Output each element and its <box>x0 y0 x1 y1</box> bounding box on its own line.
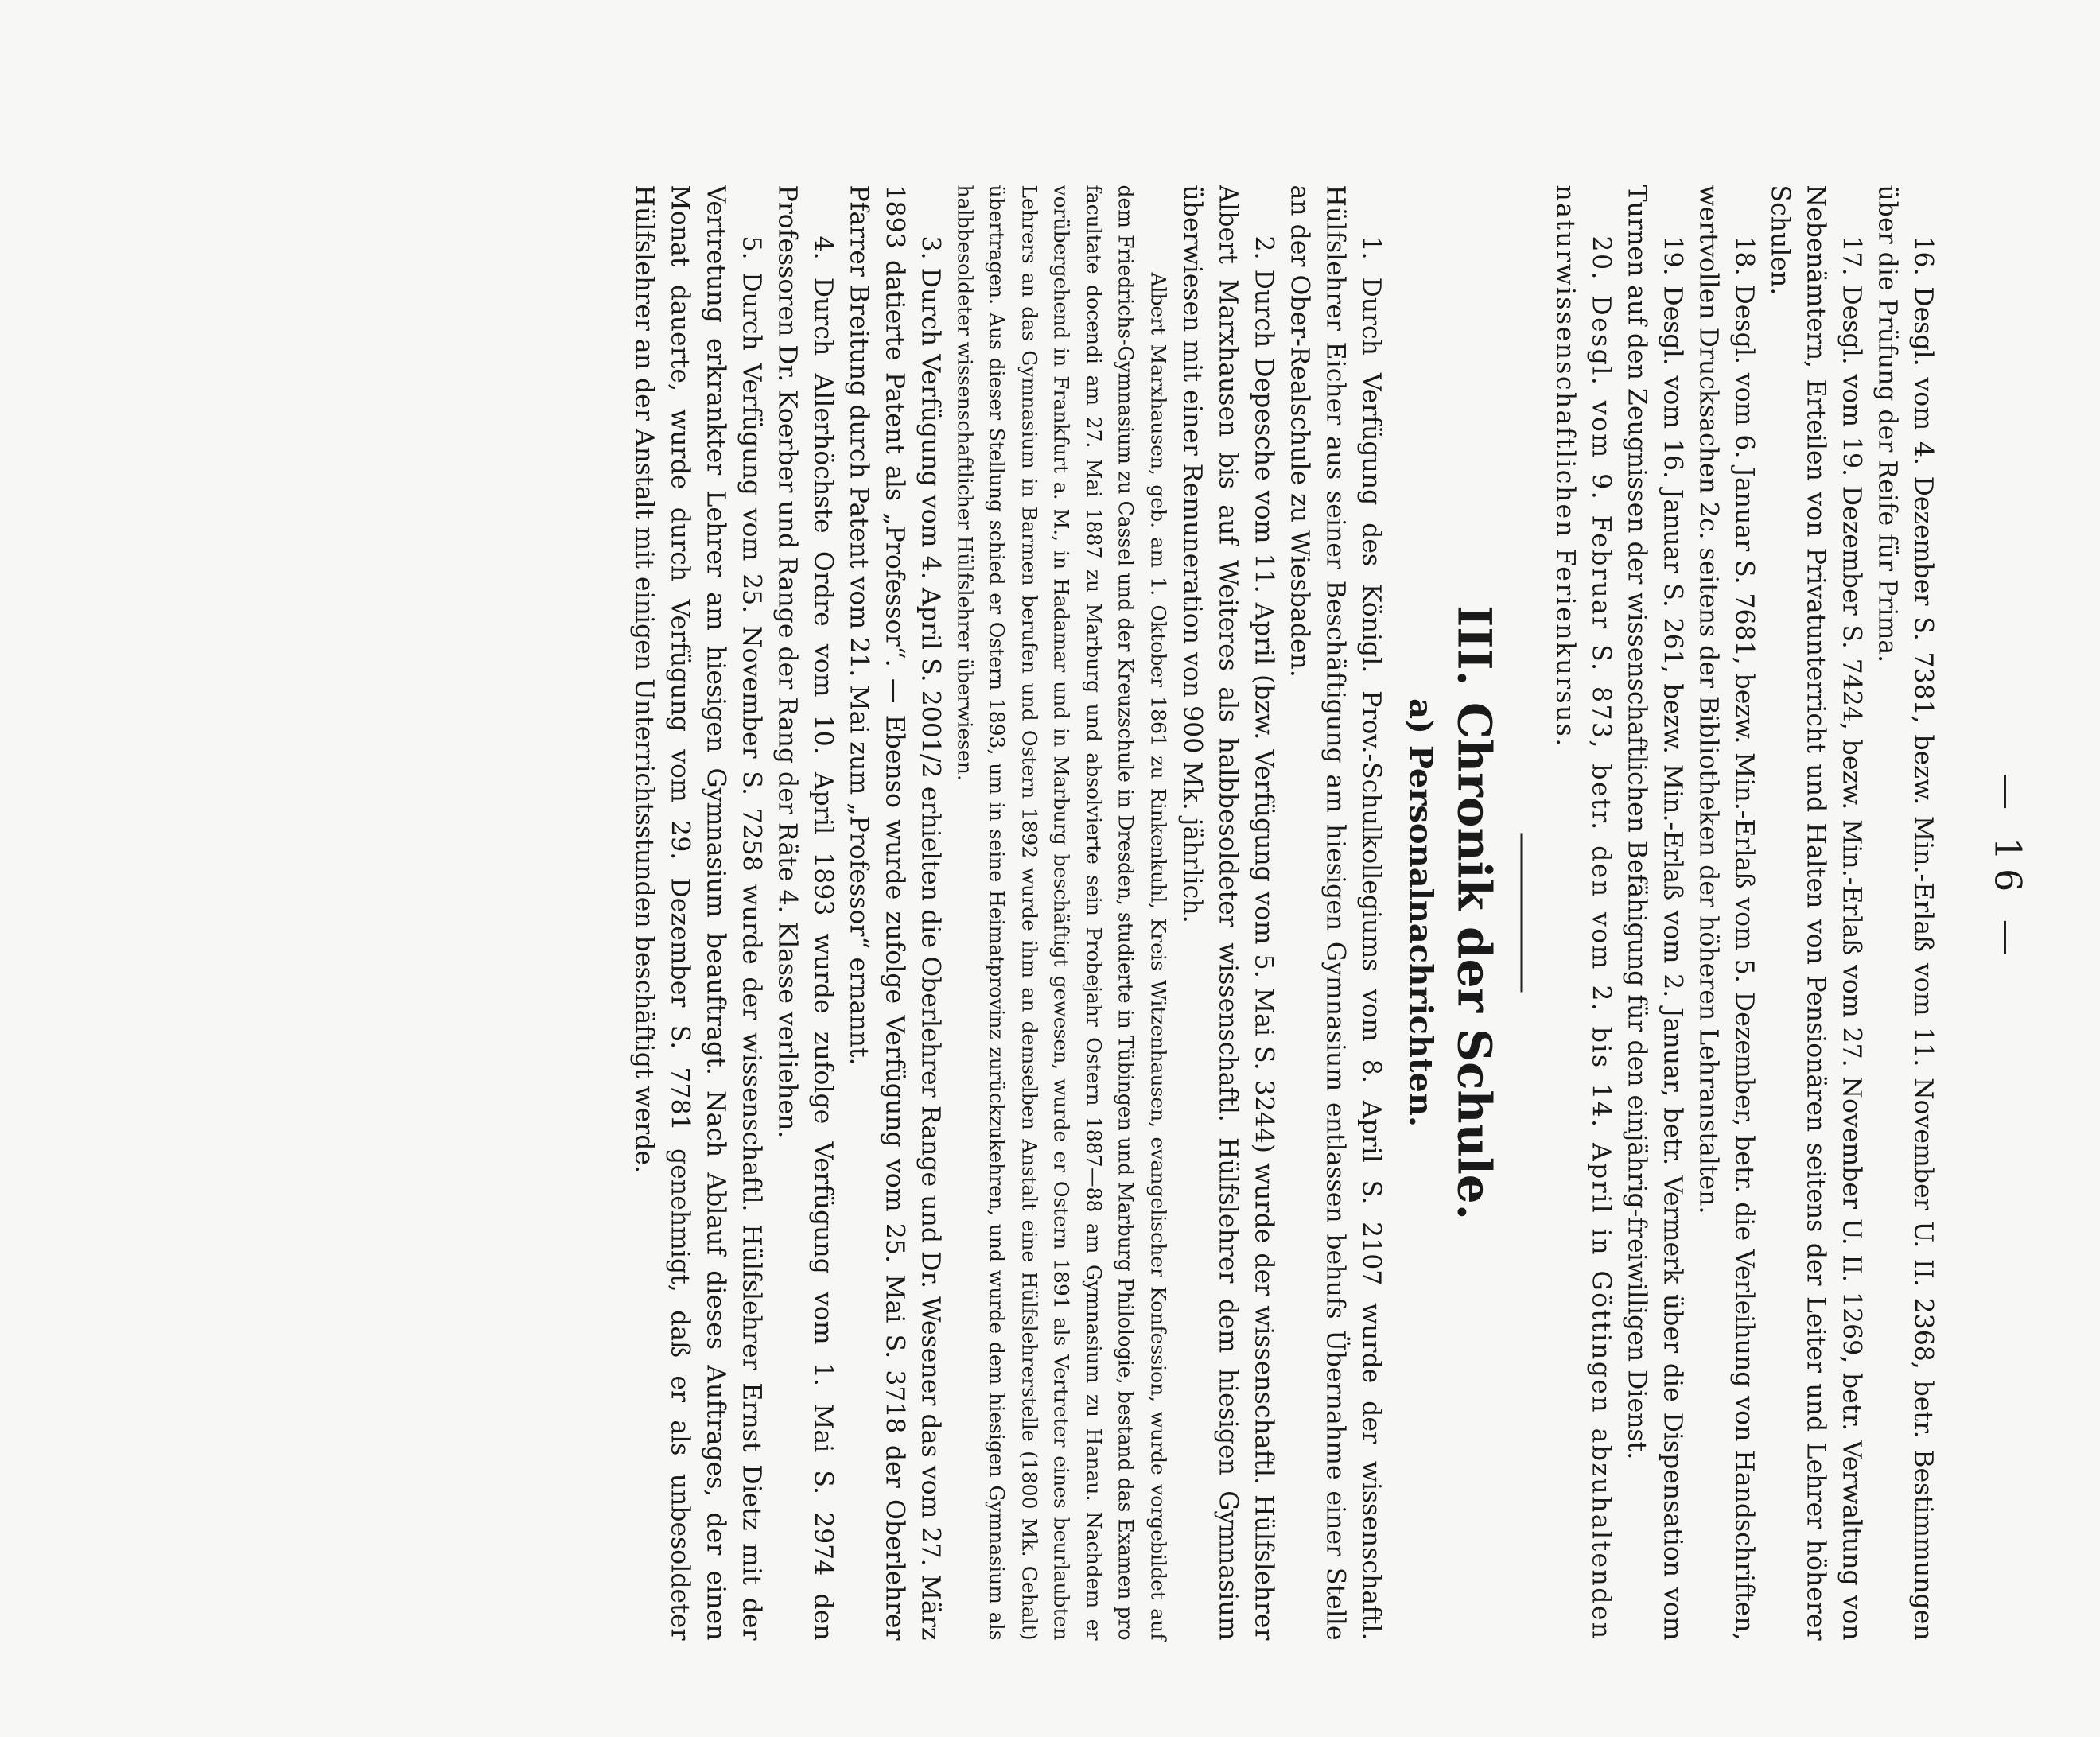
section-title: III. Chronik der Schule. <box>1447 605 1502 1220</box>
page-content <box>626 185 2100 1641</box>
personnel-item: 1. Durch Verfügung des Königl. Prov.-Schulkollegiums vom 8. April S. 2107 wurde der wissenschaftl. Hülfslehrer Eicher aus seiner Beschäftigung am hiesigen Gymnasium entlassen behufs Übernahme einer Stelle an der Ober-Realschule zu Wiesbaden. <box>1285 185 1386 1641</box>
document-page <box>0 1 2100 1737</box>
page-number: — 16 — <box>1986 773 2030 964</box>
regulation-item: 16. Desgl. vom 4. Dezember S. 7381, bezw. Min.-Erlaß vom 11. November U. II. 2368, betr. Bestimmungen über die Prüfung der Reife für Prima. <box>1872 185 1938 1641</box>
section-divider <box>1521 834 1523 993</box>
subsection-title: a) Personalnachrichten. <box>1402 698 1440 1127</box>
regulation-item: 17. Desgl. vom 19. Dezember S. 7424, bezw. Min.-Erlaß vom 27. November U. II. 1269, betr. Verwaltung von Nebenämtern, Erteilen von Privatunterricht und Halten von Pensionären seitens der Leiter und Lehrer höherer Schulen. <box>1765 185 1866 1641</box>
personnel-item: 4. Durch Allerhöchste Ordre vom 10. April 1893 wurde zufolge Verfügung vom 1. Mai S. 2974 den Professoren Dr. Koerber und Range der Rang der Räte 4. Klasse verliehen. <box>773 185 838 1641</box>
personnel-item: 2. Durch Depesche vom 11. April (bzw. Verfügung vom 5. Mai S. 3244) wurde der wissenschaftl. Hülfslehrer Albert Marxhausen bis auf Weiteres als halbbesoldeter wissenschaftl. Hülfslehrer dem hiesigen Gymnasium überwiesen mit einer Remuneration von 900 Mk. jährlich. <box>1177 185 1278 1641</box>
biography-note: Albert Marxhausen, geb. am 1. Oktober 1861 zu Rinkenkuhl, Kreis Witzenhausen, evangelischer Konfession, wurde vorgebildet auf dem Friedrichs-Gymnasium zu Cassel und der Kreuzschule in Dresden, studierte in Tübingen und Marburg Philologie, bestand das Examen pro facultate docendi am 27. Mai 1887 zu Marburg und absolvierte sein Probejahr Ostern 1887—88 am Gymnasium zu Hanau. Nachdem er vorübergehend in Frankfurt a. M., in Hadamar und in Marburg beschäftigt gewesen, wurde er Ostern 1891 als Vertreter eines beurlaubten Lehrers an das Gymnasium in Barmen berufen und Ostern 1892 wurde ihm an demselben Anstalt eine Hülfslehrerstelle (1800 Mk. Gehalt) übertragen. Aus dieser Stellung schied er Ostern 1893, um in seine Heimatprovinz zurückzukehren, und wurde dem hiesigen Gymnasium als halbbesoldeter wissenschaftlicher Hülfslehrer überwiesen. <box>953 185 1170 1641</box>
regulation-item: 19. Desgl. vom 16. Januar S. 261, bezw. Min.-Erlaß vom 2. Januar, betr. Vermerk über die Dispensation vom Turnen auf den Zeugnissen der wissenschaftlichen Befähigung für den einjährig-freiwilligen Dienst. <box>1622 185 1687 1641</box>
personnel-item: 3. Durch Verfügung vom 4. April S. 2001/2 erhielten die Oberlehrer Range und Dr. Wesener das vom 27. März 1893 datierte Patent als „Professor“. — Ebenso wurde zufolge Verfügung vom 25. Mai S. 3718 der Oberlehrer Pfarrer Breitung durch Patent vom 21. Mai zum „Professor“ ernannt. <box>845 185 945 1641</box>
regulation-item: 20. Desgl. vom 9. Februar S. 873, betr. den vom 2. bis 14. April in Göttingen abzuhaltenden naturwissenschaftlichen Ferienkursus. <box>1550 185 1616 1641</box>
personnel-item: 5. Durch Verfügung vom 25. November S. 7258 wurde der wissenschaftl. Hülfslehrer Ernst Dietz mit der Vertretung erkrankter Lehrer am hiesigen Gymnasium beauftragt. Nach Ablauf dieses Auftrages, der einen Monat dauerte, wurde durch Verfügung vom 29. Dezember S. 7781 genehmigt, daß er als unbesoldeter Hülfslehrer an der Anstalt mit einigen Unterrichtsstunden beschäftigt werde. <box>630 185 766 1641</box>
regulation-item: 18. Desgl. vom 6. Januar S. 7681, bezw. Min.-Erlaß vom 5. Dezember, betr. die Verleihung von Handschriften, wertvollen Drucksachen 2c. seitens der Bibliotheken der höheren Lehranstalten. <box>1694 185 1759 1641</box>
